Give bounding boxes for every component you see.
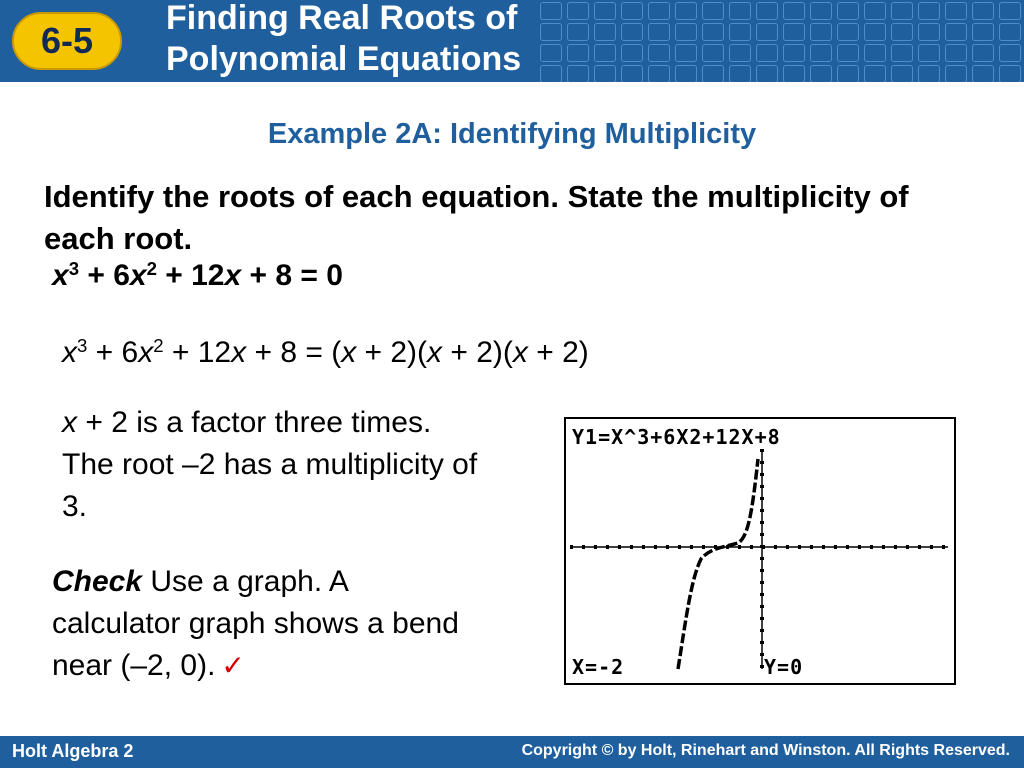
grid-square	[648, 44, 670, 62]
grid-square	[837, 2, 859, 20]
grid-square	[648, 23, 670, 41]
grid-square	[702, 2, 724, 20]
grid-square	[999, 44, 1021, 62]
footer-course: Holt Algebra 2	[12, 741, 134, 761]
grid-square	[648, 2, 670, 20]
grid-square	[675, 65, 697, 82]
slide-title	[166, 0, 636, 80]
grid-square	[729, 65, 751, 82]
title-line-2: Polynomial Equations	[166, 40, 522, 78]
check-explanation: Check Use a graph. A calculator graph shows a bend near (–2, 0). ✓	[52, 565, 459, 682]
grid-square	[891, 65, 913, 82]
grid-square	[675, 44, 697, 62]
grid-square	[702, 44, 724, 62]
problem-prompt: Identify the roots of each equation. State the multiplicity of each root.	[44, 179, 909, 256]
grid-square	[972, 44, 994, 62]
grid-square	[783, 2, 805, 20]
grid-square	[918, 44, 940, 62]
grid-square	[999, 2, 1021, 20]
grid-square	[972, 2, 994, 20]
title-line-1: Finding Real Roots of	[166, 0, 518, 37]
grid-square	[945, 2, 967, 20]
footer-copyright: Copyright © by Holt, Rinehart and Winston. All Rights Reserved.	[521, 742, 1010, 759]
multiplicity-explanation: x + 2 is a factor three times. The root –2 has a multiplicity of 3.	[62, 406, 478, 523]
grid-square	[810, 23, 832, 41]
grid-square	[756, 2, 778, 20]
grid-square	[729, 44, 751, 62]
grid-square	[837, 23, 859, 41]
grid-square	[972, 65, 994, 82]
grid-square	[702, 23, 724, 41]
grid-square	[945, 65, 967, 82]
lesson-number: 6-5	[40, 20, 94, 61]
header-band	[0, 0, 1024, 82]
grid-square	[783, 23, 805, 41]
calculator-screen	[564, 417, 956, 685]
grid-square	[729, 23, 751, 41]
grid-square	[837, 44, 859, 62]
lesson-badge	[12, 12, 122, 70]
calculator-graph	[566, 419, 954, 683]
grid-square	[864, 2, 886, 20]
grid-square	[729, 2, 751, 20]
grid-square	[864, 44, 886, 62]
footer-band	[0, 736, 1024, 768]
cubic-curve	[678, 459, 758, 669]
function-label: Y1=X^3+6X2+12X+8	[572, 425, 781, 449]
grid-square	[702, 65, 724, 82]
grid-square	[972, 23, 994, 41]
grid-square	[810, 65, 832, 82]
grid-square	[918, 65, 940, 82]
grid-square	[810, 2, 832, 20]
factored-equation: $x^3 + 6x^2 + 12x + 8 = (x + 2)(x + 2)(x + 2)$	[62, 334, 589, 369]
grid-square	[891, 2, 913, 20]
grid-square	[648, 65, 670, 82]
grid-square	[918, 2, 940, 20]
y-readout: Y=0	[764, 655, 804, 679]
grid-square	[837, 65, 859, 82]
x-readout: X=-2	[572, 655, 625, 679]
grid-square	[891, 23, 913, 41]
grid-square	[945, 23, 967, 41]
grid-square	[756, 44, 778, 62]
grid-square	[891, 44, 913, 62]
grid-square	[945, 44, 967, 62]
grid-square	[675, 23, 697, 41]
grid-square	[999, 23, 1021, 41]
grid-square	[675, 2, 697, 20]
grid-square	[999, 65, 1021, 82]
grid-square	[783, 44, 805, 62]
checkmark-icon: ✓	[221, 650, 245, 681]
grid-square	[810, 44, 832, 62]
grid-square	[864, 65, 886, 82]
grid-square	[918, 23, 940, 41]
given-equation: $x^3 + 6x^2 + 12x + 8 = 0$	[52, 257, 343, 292]
check-label: Check	[52, 565, 143, 598]
grid-square	[783, 65, 805, 82]
grid-square	[756, 23, 778, 41]
grid-square	[756, 65, 778, 82]
example-heading: Example 2A: Identifying Multiplicity	[267, 118, 757, 150]
grid-square	[864, 23, 886, 41]
